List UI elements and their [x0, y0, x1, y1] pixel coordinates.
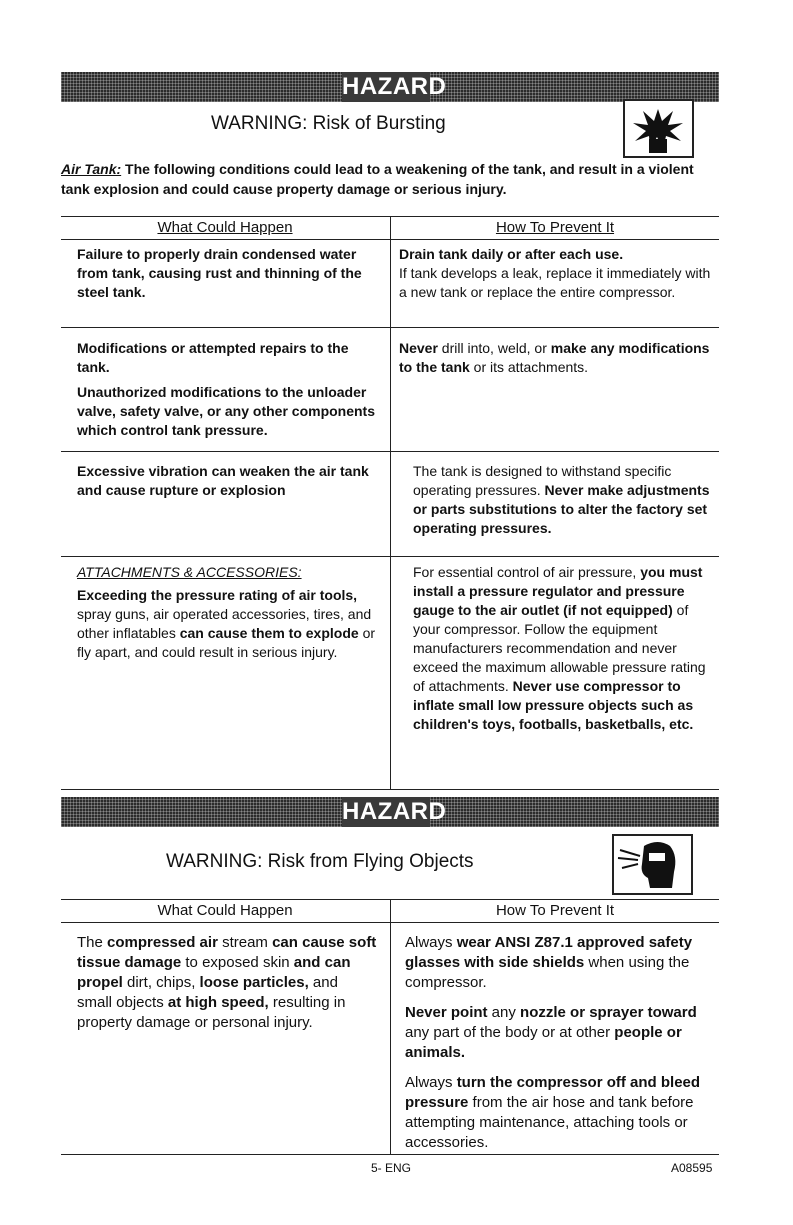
- document-code: A08595: [671, 1161, 713, 1175]
- row-divider: [61, 451, 719, 452]
- col-header-how: How To Prevent It: [495, 902, 615, 919]
- row2-what: Modifications or attempted repairs to the tank. Unauthorized modifications to the unloader valve, safety valve, or any other components which control tank pressure.: [77, 340, 376, 438]
- row1-what: Failure to properly drain condensed water from tank, causing rust and thinning of the steel tank.: [77, 246, 362, 300]
- intro-lead: Air Tank:: [61, 161, 122, 177]
- flying-how: Always wear ANSI Z87.1 approved safety glasses with side shields when using the compressor. Never point any nozzle or sprayer toward any part of the body or at other people or animals. Always turn the compressor off and bleed pressure from the air hose and tank before attempting maintenance, attaching tools or accessories.: [405, 934, 701, 1151]
- col-header-how: How To Prevent It: [495, 219, 615, 236]
- intro-text: The following conditions could lead to a weakening of the tank, and result in a violent tank explosion and could cause property damage or serious injury.: [61, 161, 694, 197]
- column-divider: [390, 899, 391, 1154]
- col-header-what: What Could Happen: [157, 902, 293, 919]
- row4-what: ATTACHMENTS & ACCESSORIES: Exceeding the pressure rating of air tools, spray guns, air operated accessories, tires, and other inflatables can cause them to explode or fly apart, and could result in serious injury.: [77, 564, 376, 660]
- row2-how: Never drill into, weld, or make any modifications to the tank or its attachments.: [399, 340, 710, 375]
- hazard-banner-label: HAZARD: [342, 73, 447, 100]
- hazard-banner: [61, 72, 719, 102]
- row1-how: Drain tank daily or after each use. If tank develops a leak, replace it immediately with a new tank or replace the entire compressor.: [399, 246, 711, 300]
- table-bottom-rule: [61, 1154, 719, 1155]
- page-number: 5- ENG: [371, 1161, 412, 1175]
- air-tank-intro: [61, 159, 721, 199]
- flying-what: The compressed air stream can cause soft tissue damage to exposed skin and can propel dirt, chips, loose particles, and small objects at high speed, resulting in property damage or personal injury.: [77, 934, 377, 1031]
- warning-title: WARNING: Risk of Bursting: [211, 113, 446, 134]
- col-header-what: What Could Happen: [157, 219, 293, 236]
- row-divider: [61, 327, 719, 328]
- column-divider: [390, 216, 391, 790]
- hazard-banner-label: HAZARD: [342, 798, 447, 825]
- row3-what: Excessive vibration can weaken the air tank and cause rupture or explosion: [77, 463, 369, 498]
- hazard-banner: [61, 797, 719, 827]
- row-divider: [61, 556, 719, 557]
- explosion-icon: [623, 99, 694, 158]
- table-bottom-rule: [61, 789, 719, 790]
- goggles-face-icon: [612, 834, 693, 895]
- row4-how: For essential control of air pressure, you must install a pressure regulator and pressure gauge to the air outlet (if not equipped) of your compressor. Follow the equipment manufacturers recommendation and never exceed the maximum allowable pressure rating of attachments. Never use compressor to inflate small low pressure objects such as children's toys, footballs, basketballs, etc.: [413, 564, 706, 732]
- row3-how: The tank is designed to withstand specific operating pressures. Never make adjustments or parts substitutions to alter the factory set operating pressures.: [413, 463, 710, 536]
- warning-title: WARNING: Risk from Flying Objects: [166, 851, 474, 872]
